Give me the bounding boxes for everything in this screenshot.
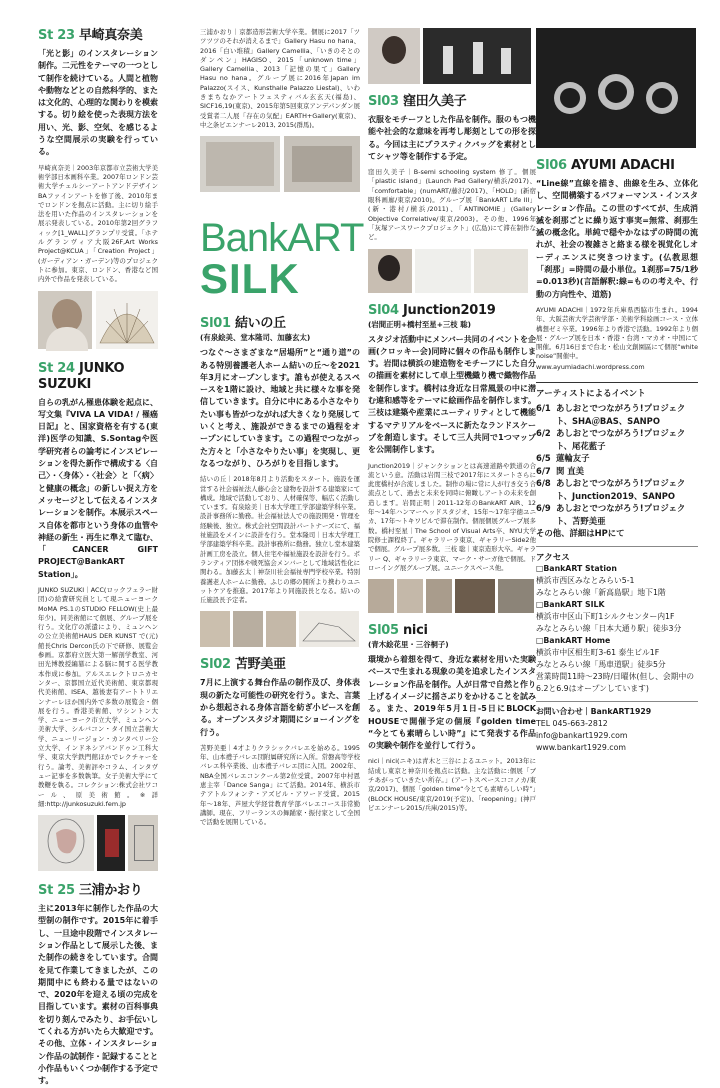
event-item: [536, 502, 698, 527]
si01-title: Sl01 結いの丘: [200, 316, 286, 332]
access-station-address: 横浜市西区みなとみらい5-1: [536, 575, 635, 585]
event-date: 6/7: [536, 465, 551, 476]
si04-member-photo-1: [368, 579, 394, 613]
si01-member-photo-1: [200, 611, 230, 647]
st25-title: St 25 三浦かおり: [38, 883, 143, 899]
banner-title: [200, 216, 364, 303]
si03-artwork-photo-1: [415, 249, 471, 293]
column-4: [536, 28, 698, 754]
event-text: あしおとでつながろう!プロジェクト、Junction2019、SANPO: [556, 478, 686, 501]
si05-lead: 環境から着想を得て、身近な素材を用いた実験ベースで生まれる現象の美を追求したインスタレーション作品を制作。人が日常で自然と作り上げるイメージに揺さぶりをかけることを試みる。また、2019年5月1日-5日にBLOCK HOUSEで開催予定の個展『golden time “今とても素晴らしい時”』にて発表する作品の実験や制作を並行して行う。: [368, 655, 536, 751]
si04-artwork-photo-2: [498, 579, 534, 613]
event-item: [536, 477, 698, 502]
si02-photos: [368, 28, 536, 84]
contact-website[interactable]: www.bankart1929.com: [536, 742, 626, 752]
event-text: あしおとでつながろう!プロジェクト、苫野美亜: [556, 503, 686, 526]
si02-bio: 苫野美亜｜4才よりクラシックバレエを始める。1995年、山本禮子バレエ団附属研究所に入所。常磐高等学校バレエ科卒業後、山本禮子バレエ団に入団。2002年、NBA全国バレエコンクール第2位受賞。2007年中村恩恵主宰「Dance Sanga」にて活動。2014年、横浜市テアトルフォンテ・アズビル・アワード受賞。2015年〜18年、芦屋大学経営教育学部バレエコース非常勤講師。現在、フリーランスの舞踊家・振付家として全国で活動を展開している。: [200, 743, 360, 827]
si02-lead: 7月に上演する舞台作品の制作及び、身体表現の新たな可能性の研究を行う。また、言葉から想起される身体言語を紡ぎ小ピースを創る。オープンスタジオ期間にショーイングを行う。: [200, 678, 360, 737]
event-text: 蓮輪友子: [556, 453, 590, 464]
si04-member-photo-3: [426, 579, 452, 613]
event-text: あしおとでつながろう!プロジェクト、SHA＠BAS、SANPO: [556, 403, 686, 426]
st23-portrait-photo: [38, 291, 92, 349]
si03-artwork-photo-2: [474, 249, 528, 293]
event-date: 6/8: [536, 478, 551, 489]
si03-bio: 窪田久美子｜B-semi schooling system 修了。個展「plastic island」(Launch Pad Gallery/横浜/2017)、「comfortable」(numART/藤沢/2017)、「HOLD」(新宿眼科画廊/東京/2010)。グループ展「BankART Life III」(新・港村/横浜/2011)、「ANTINOMIE」(Gallery Objective Correlative/東京/2003)。その他、1996年「灰塚アースワークプロジェクト」(広島)にて滞在制作など。: [368, 168, 536, 242]
events-list: [536, 402, 698, 527]
contact-email[interactable]: info@bankart1929.com: [536, 730, 628, 740]
si02-title: Sl02 苫野美亜: [200, 657, 286, 673]
event-date: 6/2: [536, 428, 551, 439]
contact-tel: TEL 045-663-2812: [536, 718, 608, 728]
event-item: [536, 427, 698, 452]
st24-title: St 24 JUNKO SUZUKI: [38, 360, 125, 392]
si04-artwork-photo-1: [455, 579, 495, 613]
events-heading: アーティストによるイベント: [536, 389, 646, 400]
si01-bio: 結いの丘｜2018年8月より活動をスタート。施設を運営する社会福祉法人藤心会と建物を設計する建築家にて構成。地域で活動しており、人材確保等、幅広く活動しています。有泉絵美｜日本大学理工学部建築学科卒業。設計事務所に勤務。社会福祉法人での施設開発・管理を経験後、独立。株式会社空間設計パートナーズにて、福祉施設をメインに設計を行う。堂本隆司｜日本大学理工学部建築学科卒業。設計事務所に勤務。独立し堂本建築計画工房を設立。個人住宅や福祉施設を設計を行う。ボランティア団体や戦死協会メンバーとして地域活性化に関わる。加藤玄太｜神奈川社会福祉専門学校卒業。特別養護老人ホームに勤務。ふじの郷の開所より携わりユニットケアを推進。2017年より同施設長となる。結いの丘施設長予定者。: [200, 475, 360, 605]
si05-title: Sl05 nici: [368, 623, 428, 639]
si03-photos: [368, 249, 536, 293]
si06-url[interactable]: www.ayumiadachi.wordpress.com: [536, 362, 645, 371]
miura-bio: 三浦かおり｜京都造形芸術大学卒業。個展に2017「ツツツツのそれが消えるまで」Gallery Hasu no hana、2016「白い堆積」Gallery Camellia、「いきのそとのダンペン」HAGISO、2015「unknown time」Gallery Camellia、2013「記憶の果て」Gallery Hasu no hana。グループ展に2016年Japan im Palazzo(スイス、Kunsthalle Palazzo Liestal)、いわきまちなかアートフェスティバル玄玄天(福島)、SICF16,19(東京)、2015年第5回東京アンデパンダン展受賞者二人展「存在の気配」EARTH+Gallery(東京)、中之条ビエンナーレ2013, 2015(群馬)。: [200, 28, 360, 129]
si02-portrait-photo: [368, 28, 420, 84]
si01-lead: つなぐ〜さまざまな“居場所”と“通り道”のある特別養護老人ホーム結いの丘〜を2021年3月にオープンします。誰もが使えるスペースを1階に設け、地域と共に様々な事を発信していきます。自分に中にある小さなやりたい事も皆がつながれば大きくなり発展していくと考え、施設ができるまでの過程をオープンにしていきます。この過程でつながった方々と「小さなやりたい事」を実現し、更なるつながり、ひろがりを目指します。: [200, 348, 360, 468]
event-date: 6/9: [536, 503, 551, 514]
st23-title: St 23 早崎真奈美: [38, 28, 143, 43]
st23-photos: [38, 291, 158, 349]
si01-member-photo-3: [266, 611, 296, 647]
access-silk-name: □BankART SILK: [536, 599, 605, 609]
access-silk-line: みなとみらい線「日本大通り駅」徒歩3分: [536, 623, 682, 633]
si06-title: Sl06 AYUMI ADACHI: [536, 158, 675, 173]
st24-lead: 自らの乳がん罹患体験を起点に、写文集『VIVA LA VIDA! / 罹癌日記』と、国家資格を有する(東洋)医学の知識、S.Sontagや医学研究者らの論考にインスピレーションを得た新作で構成する〈自己〉・〈身体〉・〈社会〉と「〈病〉と健康の概念」の新しい捉え方をメッセージとして伝えるインスタレーションを制作。本展示スペース自体を都市という身体の血管や神経の新生・再生に準えて臨む、「CANCER GIFT PROJECT@BankART Station」。: [38, 397, 159, 579]
si03-title: Sl03 窪田久美子: [368, 94, 467, 109]
event-date: 6/5: [536, 453, 551, 464]
st24-photos: [38, 815, 158, 871]
si04-member-photo-2: [397, 579, 423, 613]
si05-members: (青木絵花里・三谷桐子): [368, 640, 449, 650]
access-heading: アクセス: [536, 552, 570, 563]
event-item: [536, 452, 698, 465]
miura-photos: [200, 136, 360, 192]
miura-artwork-photo-2: [284, 136, 360, 192]
column-3: [368, 28, 536, 813]
access-silk-address: 横浜市中区山下町1シルクセンター内1F: [536, 611, 675, 621]
si02-stage-photo: [423, 28, 531, 84]
event-item: [536, 465, 698, 478]
si01-photos: [200, 611, 360, 647]
access-divider: [536, 546, 698, 547]
si04-title: Sl04 Junction2019: [368, 302, 496, 318]
si01-member-photo-2: [233, 611, 263, 647]
si05-bio: nici｜nici(ニキ)は青木と三谷によるユニット。2013年に結成し東京と神奈川を拠点に活動。主な活動に:個展「ブチあがっていきたい所存。」(アートスペースココノカ/東京/2017)、個展「golden time“今とても素晴らしい時”」(BLOCK HOUSE/東京/2019(予定))、「reopening」(神戸ビエンナーレ2015/兵庫/2015)等。: [368, 757, 536, 812]
events-box: [536, 382, 698, 540]
si05-artwork-photo: [536, 28, 696, 148]
access-home-name: □BankART Home: [536, 635, 611, 645]
access-station-name: □BankART Station: [536, 563, 617, 573]
events-footer: その他、詳細はHPにて: [536, 528, 625, 539]
event-text: あしおとでつながろう!プロジェクト、尾花藍子: [556, 428, 686, 451]
st23-lead: 「光と影」のインスタレーション制作。二元性をテーマの一つとして制作を続けている。人間と植物や動物などとの自然科学的、または文化的、心理的な関わりを模索する。切り絵を使った表現方法を用い、光、影、空気、を感じるような空間展示の実験を行っている。: [38, 49, 158, 157]
st24-artwork-photo-3: [128, 815, 158, 871]
st24-bio: JUNKO SUZUKI｜ACC(ロックフェラー財団)の給費研究員として現ニューヨークMoMA PS.1のSTUDIO FELLOW(史上最年少)。同美術館にて個展、グループ展を行う。文化庁の派遣により、ミュンヘンの公立美術館HAUS DER KUNST で(元)館長Chris Dercon氏の下で研修、展覧会参画。京都府立医大第一解剖学教室、河田光博教授編纂による脳に関する医学教本作成に参加。アルスエレクトロニカセンター、京都国立近代美術館、東京都現代美術館、ISEA、越後妻有アートトリエンナーレほか国内外で多数の展覧会・個展を行う。香港美術館、ワシントン大学、ニューヨーク市立大学、ミュンヘン美術大学、シルバコン・タイ国立芸術大学、ニューリージョン・カンタベリー公立大学、インドネシアバンドゥン工科大学、東京大学鉄門館ほかでレクチャーを行う。論考、美術評やコラム、インタヴュー記事を多数執筆。女子美術大学にて教鞭を執る。コレクション:株式会社ワコール、原美術館。※詳細:http://junkosuzuki.fem.jp: [38, 585, 158, 808]
st24-artwork-photo-2: [97, 815, 125, 871]
si04-lead: スタジオ活動中にメンバー共同のイベントを企画(クロッキー会)同時に個々の作品も制作します。岩間は横浜の建造物をモチーフにした自分の描画を素材にして卓上型機織り機で織物作品を制作します。橋村は身近な日常風景の中に潜む違和感等をテーマに絵画作品を制作します。三枝は建築や産業にユーティリティとして機能するマテリアルをベースに新たなランドスケープを創造します。そして三人共同で1つマップを公開制作します。: [368, 334, 536, 455]
event-text: 関 直美: [556, 465, 585, 476]
st23-artwork-photo: [96, 291, 158, 349]
miura-artwork-photo-1: [200, 136, 280, 192]
banner-silk: SILK: [200, 255, 300, 303]
si06-lead: “Line線”直線を描き、曲線を生み、立体化し、空間構築するパフォーマンス・インスタレーション作品。この世のすべてが、生成消滅を刹那ごとに繰り返す事実=無常、刹那生滅の概念化。単純で穏やかなはずの時間の流れが、社会の複雑さと絡まる様を視覚化しオーディエンスに突きつけます。(仏教思想「刹那」=時間の最小単位。1刹那=75/1秒=0.013秒)(言語解釈:線=ものの考えや、行動の方向性や、道筋): [536, 179, 698, 299]
si03-lead: 衣服をモチーフとした作品を制作。服のもつ機能や社会的な意味を再考し彫刻としての形を探る。今回は主にプラスティクバッグを素材としてシャツ等を制作する予定。: [368, 115, 536, 161]
si01-building-sketch: [299, 611, 359, 647]
event-item: [536, 402, 698, 427]
si06-bio: AYUMI ADACHI｜1972年兵庫県西脇市生まれ。1994年、大阪芸術大学芸術学部・美術学科絵画コース・立体構想ゼミ卒業。1996年より香港で活動。1992年より個展・グループ展を日本・香港・台湾・マカオ・中国にて開催。6月16日まで台北・松山文創園區にて個展“white noise”開催中。: [536, 305, 698, 361]
si04-bio: Junction2019｜ジャンクションとは高速道路や鉄道の合流という意。活動は岩間三枝で2017年にスタートさらに此度橋村が合流しました。制作の場に常に人が行き交う合流点として、過去と未来を同時に俯瞰しアートの未来を創造します。岩間正明｜2011-12年のBankART AIR、12年〜14年ハンマーヘッドスタジオ、15年〜17年宇徳ユニカ、17年〜トキワビルで滞在制作。個展個展グループ展多数。橋村至星｜The School of Visual Arts卒、NYU大学院修士課程終了。ギャラリーラ東京、ギャラリーSide2他で個展。グループ展多数。三枝 聡｜東京造形大卒。ギャラリー Q、ギャラリーラ東京、マーク・サーガ他で個展。ドローイング展グループ展。ユニークスペース他。: [368, 461, 536, 572]
column-2: [200, 28, 364, 828]
si01-members: (有泉絵美、堂本隆司、加藤玄太): [200, 333, 311, 343]
st25-lead: 主に2013年に制作した作品の大型制の制作です。2015年に着手し、一旦途中段階でインスタレーション作品として展示した後、また制作の続きをしています。合間を見て作業してきましたが、この期間中にも終わる量ではないので、2020年を迎える頃の完成を目指しています。素材の百科事典を切り刻んでみたり、お手伝いしてくれる方がいたら大歓迎です。その他、立体・インスタレーション作品の試制作・記録することと小作品もいくつか制作する予定です。: [38, 904, 158, 1086]
access-home-line: みなとみらい線「馬車道駅」徒歩5分: [536, 659, 666, 669]
access-home-hours: 営業時間11時〜23時/日曜休(但し、会期中の6.2と6.9はオープンしています): [536, 671, 695, 693]
si03-portrait-photo: [368, 249, 412, 293]
si04-photos: [368, 579, 536, 613]
si04-members: (岩間正明+橋村至星+三枝 聡): [368, 319, 472, 329]
column-1: [38, 28, 158, 1088]
st24-artwork-photo-1: [38, 815, 94, 871]
st23-bio: 早崎真奈美｜2003年京都市立芸術大学美術学部日本画科卒業。2007年ロンドン芸術大学チェルシーアートアンドデザインBAファインアートを修了後、2010年までロンドンを拠点に活動。主に切り絵手法を用いた作品のインスタレーションを展示発表している。2010年第2回グラフィック[1_WALL]グランプリ受賞。「ホテルグランヴィア大阪26F,Art Works Project@KCUA」「Creation Project」(ガーディアン・ガーデン)等のプロジェクトに参加。東京、ロンドン、香港など国内外で作品を発表している。: [38, 163, 158, 284]
contact-divider: [536, 701, 698, 702]
event-date: 6/1: [536, 403, 551, 414]
access-station-line: みなとみらい線「新高島駅」地下1階: [536, 587, 666, 597]
contact-heading: お問い合わせ｜BankART1929: [536, 706, 652, 716]
banner-bankart: BankART: [200, 216, 364, 261]
access-home-address: 横浜市中区相生町3-61 泰生ビル1F: [536, 647, 660, 657]
